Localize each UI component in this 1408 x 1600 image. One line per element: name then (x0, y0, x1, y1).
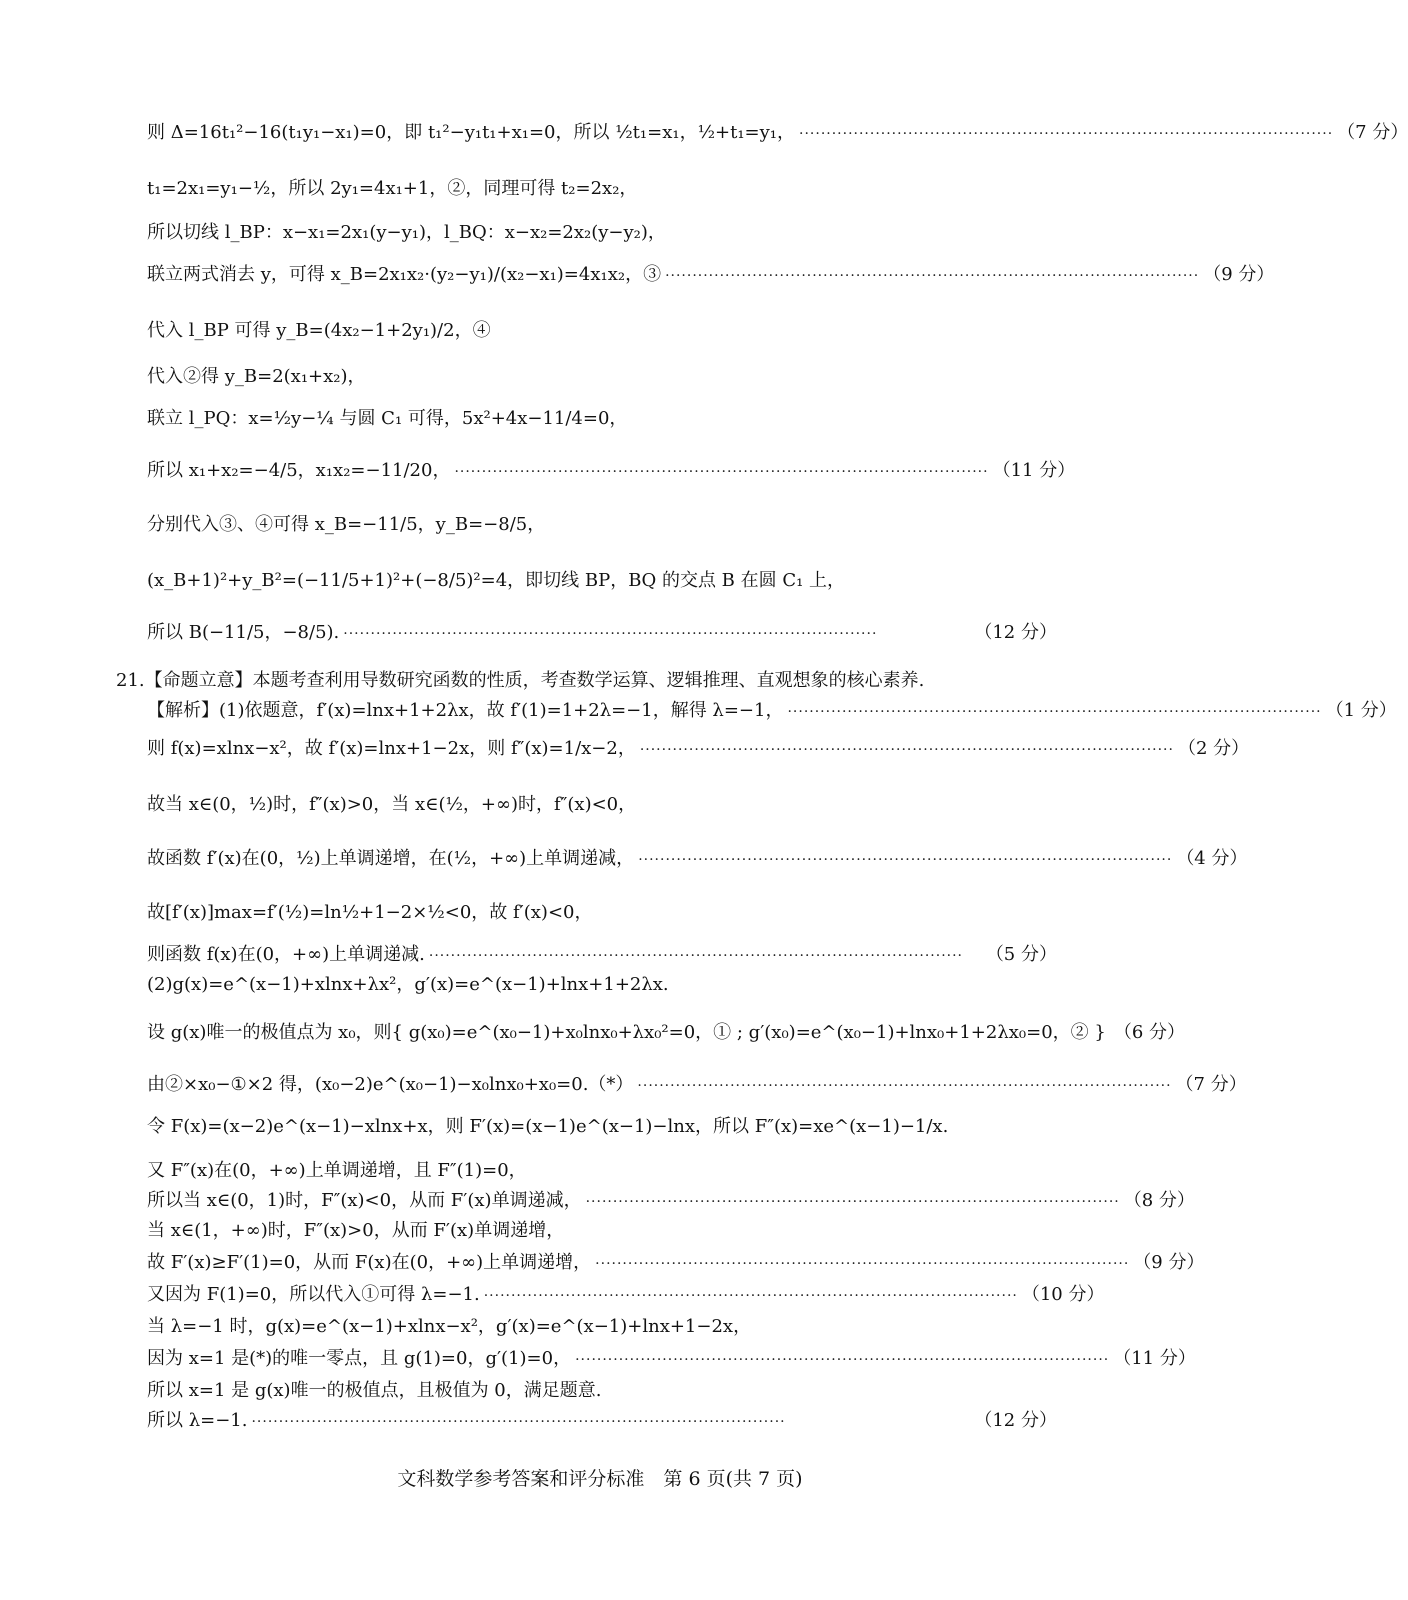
line-text: (2)g(x)=e^(x−1)+xlnx+λx²，g′(x)=e^(x−1)+lnx+1+2λx. (147, 974, 669, 995)
dot-leader: ·································································································· (483, 1288, 1018, 1304)
dot-leader: ·································································································· (665, 268, 1200, 284)
line-text: 又因为 F(1)=0，所以代入①可得 λ=−1. (147, 1284, 480, 1305)
solution-line (147, 1378, 1057, 1404)
solution-line (147, 220, 1057, 246)
dot-leader: ·································································································· (575, 1352, 1110, 1368)
solution-line (147, 1158, 1057, 1184)
score-label: （10 分） (1021, 1284, 1105, 1305)
solution-line (147, 568, 1057, 594)
dot-leader: ·································································································· (428, 948, 963, 964)
line-text: 21.【命题立意】本题考查利用导数研究函数的性质，考查数学运算、逻辑推理、直观想象的核心素养. (116, 670, 925, 691)
line-text: 设 g(x)唯一的极值点为 x₀，则{ g(x₀)=e^(x₀−1)+x₀lnx₀+λx₀²=0，① ; g′(x₀)=e^(x₀−1)+lnx₀+1+2λx₀=0，② } (147, 1022, 1106, 1043)
solution-line (147, 120, 1408, 147)
line-text: 【解析】(1)依题意，f′(x)=lnx+1+2λx，故 f′(1)=1+2λ=−1，解得 λ=−1， (147, 700, 784, 721)
solution-line (147, 972, 1057, 998)
score-label: （5 分） (985, 944, 1057, 965)
line-text: 故当 x∈(0，½)时，f″(x)>0，当 x∈(½，+∞)时，f″(x)<0， (147, 794, 637, 815)
score-label: （1 分） (1325, 700, 1397, 721)
line-text: 所以 B(−11/5，−8/5). (147, 622, 340, 643)
score-label: （11 分） (992, 460, 1076, 481)
line-text: 则函数 f(x)在(0，+∞)上单调递减. (147, 944, 425, 965)
dot-leader: ·································································································· (343, 626, 878, 642)
score-label: （7 分） (1337, 122, 1408, 143)
solution-line (147, 176, 1057, 202)
solution-line (147, 1408, 1057, 1435)
score-label: （8 分） (1123, 1190, 1195, 1211)
score-label: （7 分） (1175, 1074, 1247, 1095)
line-text: 令 F(x)=(x−2)e^(x−1)−xlnx+x，则 F′(x)=(x−1)e^(x−1)−lnx，所以 F″(x)=xe^(x−1)−1/x. (147, 1116, 949, 1137)
line-text: 又 F″(x)在(0，+∞)上单调递增，且 F″(1)=0， (147, 1160, 527, 1181)
line-text: 代入 l_BP 可得 y_B=(4x₂−1+2y₁)/2，④ (147, 320, 491, 341)
solution-line (147, 698, 1397, 725)
solution-line (147, 406, 1057, 432)
solution-line (147, 364, 1057, 390)
solution-line (147, 846, 1248, 873)
dot-leader: ·································································································· (799, 126, 1334, 142)
score-label: （12 分） (974, 1410, 1057, 1431)
dot-leader: ·································································································· (595, 1256, 1130, 1272)
solution-line (147, 942, 1057, 969)
solution-line (147, 1218, 1057, 1244)
dot-leader: ·································································································· (585, 1194, 1120, 1210)
solution-line (147, 792, 1057, 818)
line-text: 所以当 x∈(0，1)时，F″(x)<0，从而 F′(x)单调递减， (147, 1190, 582, 1211)
solution-line (147, 1114, 1057, 1140)
page-footer: 文科数学参考答案和评分标准 第 6 页(共 7 页) (397, 1468, 803, 1490)
line-text: 所以切线 l_BP：x−x₁=2x₁(y−y₁)，l_BQ：x−x₂=2x₂(y−y₂)， (147, 222, 666, 243)
line-text: 所以 λ=−1. (147, 1410, 248, 1431)
dot-leader: ·································································································· (251, 1414, 786, 1430)
score-label: （11 分） (1113, 1348, 1196, 1369)
line-text: 由②×x₀−①×2 得，(x₀−2)e^(x₀−1)−x₀lnx₀+x₀=0.（*） (147, 1074, 634, 1095)
line-text: 当 λ=−1 时，g(x)=e^(x−1)+xlnx−x²，g′(x)=e^(x−1)+lnx+1−2x， (147, 1316, 752, 1337)
score-label: （2 分） (1177, 738, 1250, 759)
solution-line (147, 458, 1076, 485)
solution-line (147, 1020, 1186, 1047)
line-text: 则 f(x)=xlnx−x²，故 f′(x)=lnx+1−2x，则 f″(x)=1/x−2， (147, 738, 636, 759)
solution-line (147, 736, 1250, 763)
line-text: 故[f′(x)]max=f′(½)=ln½+1−2×½<0，故 f′(x)<0， (147, 902, 593, 923)
solution-line (147, 318, 1057, 344)
line-text: 分别代入③、④可得 x_B=−11/5，y_B=−8/5， (147, 514, 546, 535)
score-label: （9 分） (1203, 264, 1275, 285)
solution-line (147, 620, 1057, 647)
score-label: （9 分） (1133, 1252, 1205, 1273)
dot-leader: ·································································································· (637, 1078, 1172, 1094)
line-text: 联立两式消去 y，可得 x_B=2x₁x₂·(y₂−y₁)/(x₂−x₁)=4x₁x₂，③ (147, 264, 662, 285)
line-text: 故 F′(x)≥F′(1)=0，从而 F(x)在(0，+∞)上单调递增， (147, 1252, 592, 1273)
line-text: (x_B+1)²+y_B²=(−11/5+1)²+(−8/5)²=4，即切线 BP，BQ 的交点 B 在圆 C₁ 上， (147, 570, 846, 591)
line-text: 所以 x₁+x₂=−4/5，x₁x₂=−11/20， (147, 460, 451, 481)
line-text: 则 Δ=16t₁²−16(t₁y₁−x₁)=0，即 t₁²−y₁t₁+x₁=0，所以 ½t₁=x₁，½+t₁=y₁， (147, 122, 796, 143)
solution-line (147, 1314, 1057, 1340)
line-text: 所以 x=1 是 g(x)唯一的极值点，且极值为 0，满足题意. (147, 1380, 602, 1401)
line-text: 因为 x=1 是(*)的唯一零点，且 g(1)=0，g′(1)=0， (147, 1348, 572, 1369)
question-heading (116, 668, 1057, 694)
solution-line (147, 1282, 1105, 1309)
dot-leader: ·································································································· (454, 464, 989, 480)
score-label: （12 分） (974, 622, 1057, 643)
solution-line (147, 1346, 1196, 1373)
line-text: 联立 l_PQ：x=½y−¼ 与圆 C₁ 可得，5x²+4x−11/4=0， (147, 408, 628, 429)
solution-line (147, 900, 1057, 926)
solution-line (147, 1250, 1205, 1277)
line-text: 代入②得 y_B=2(x₁+x₂)， (147, 366, 366, 387)
solution-line (147, 262, 1275, 289)
solution-line (147, 1188, 1195, 1215)
dot-leader: ·································································································· (639, 742, 1174, 758)
line-text: t₁=2x₁=y₁−½，所以 2y₁=4x₁+1，②，同理可得 t₂=2x₂， (147, 178, 638, 199)
dot-leader: ·································································································· (787, 704, 1322, 720)
line-text: 当 x∈(1，+∞)时，F″(x)>0，从而 F′(x)单调递增， (147, 1220, 565, 1241)
solution-line (147, 1072, 1247, 1099)
line-text: 故函数 f′(x)在(0，½)上单调递增，在(½，+∞)上单调递减， (147, 848, 635, 869)
dot-leader: ·································································································· (638, 852, 1173, 868)
solution-line (147, 512, 1057, 538)
score-label: （6 分） (1113, 1022, 1186, 1043)
score-label: （4 分） (1176, 848, 1248, 869)
